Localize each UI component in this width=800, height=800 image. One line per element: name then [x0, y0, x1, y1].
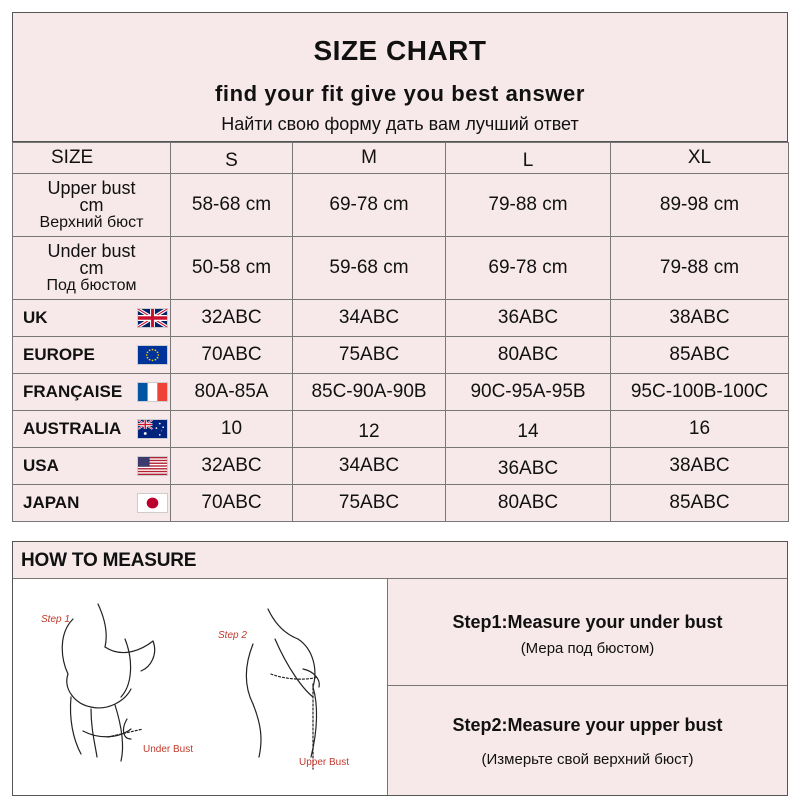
australia-cell-xl: 16	[611, 411, 789, 448]
illustration-under-bust-label: Under Bust	[143, 744, 194, 755]
illustration-upper-bust-label: Upper Bust	[299, 757, 350, 768]
under-bust-cell-s: 50-58 cm	[171, 237, 293, 300]
france-cell-xl: 95C-100B-100C	[611, 374, 789, 411]
step2-title: Step2:Measure your upper bust	[452, 715, 723, 735]
europe-cell-s: 70ABC	[171, 337, 293, 374]
japan-cell-xl: 85ABC	[611, 485, 789, 522]
table-row-uk	[13, 300, 789, 337]
table-row-europe	[13, 337, 789, 374]
country-cell-japan	[13, 485, 171, 522]
steps-divider	[388, 685, 787, 686]
size-header-xl: XL	[611, 143, 789, 174]
japan-cell-m: 75ABC	[293, 485, 446, 522]
usa-cell-m: 34ABC	[293, 448, 446, 485]
upper-bust-label-unit: cm	[79, 194, 104, 215]
europe-cell-l: 80ABC	[446, 337, 611, 374]
table-row-upper-bust	[13, 174, 789, 237]
size-column-header: SIZE	[13, 143, 171, 174]
page-title: SIZE CHART	[313, 35, 487, 66]
step2-russian: (Измерьте свой верхний бюст)	[481, 751, 694, 768]
table-row-under-bust	[13, 237, 789, 300]
how-to-measure-header	[13, 542, 787, 579]
france-cell-l: 90C-95A-95B	[446, 374, 611, 411]
table-row-japan	[13, 485, 789, 522]
australia-flag-icon	[137, 419, 168, 439]
france-flag-icon	[137, 382, 168, 402]
page-subtitle: find your fit give you best answer	[214, 81, 585, 106]
australia-cell-m: 12	[293, 411, 446, 448]
step1-title: Step1:Measure your under bust	[452, 612, 723, 632]
table-row-france	[13, 374, 789, 411]
uk-cell-l: 36ABC	[446, 300, 611, 337]
uk-flag-icon	[137, 308, 168, 328]
japan-cell-s: 70ABC	[171, 485, 293, 522]
measuring-figures-image	[13, 579, 388, 795]
upper-bust-cell-s: 58-68 cm	[171, 174, 293, 237]
upper-bust-cell-m: 69-78 cm	[293, 174, 446, 237]
illustration-step2-label: Step 2	[218, 630, 247, 641]
uk-cell-s: 32ABC	[171, 300, 293, 337]
upper-bust-label-line1: Upper bust	[47, 177, 136, 198]
country-cell-usa	[13, 448, 171, 485]
country-name-uk: UK	[23, 308, 48, 327]
upper-bust-cell-l: 79-88 cm	[446, 174, 611, 237]
under-bust-label-russian: Под бюстом	[46, 276, 137, 294]
upper-bust-cell-xl: 89-98 cm	[611, 174, 789, 237]
france-cell-m: 85C-90A-90B	[293, 374, 446, 411]
under-bust-label-unit: cm	[79, 257, 104, 278]
country-name-japan: JAPAN	[23, 493, 80, 512]
usa-cell-l: 36ABC	[446, 448, 611, 485]
country-cell-uk	[13, 300, 171, 337]
under-bust-label-line1: Under bust	[47, 240, 136, 261]
usa-cell-xl: 38ABC	[611, 448, 789, 485]
table-header-row	[13, 143, 789, 174]
header-panel	[12, 12, 788, 142]
illustration-step1-label: Step 1	[41, 614, 70, 625]
country-name-usa: USA	[23, 456, 59, 475]
usa-flag-icon	[137, 456, 168, 476]
under-bust-cell-m: 59-68 cm	[293, 237, 446, 300]
measure-steps-panel	[388, 579, 787, 795]
size-header-l: L	[446, 143, 611, 174]
upper-bust-label-russian: Верхний бюст	[39, 213, 144, 231]
step1-russian: (Мера под бюстом)	[520, 640, 655, 657]
country-name-europe: EUROPE	[23, 345, 95, 364]
table-row-usa	[13, 448, 789, 485]
europe-cell-m: 75ABC	[293, 337, 446, 374]
uk-cell-xl: 38ABC	[611, 300, 789, 337]
page-subtitle-russian: Найти свою форму дать вам лучший ответ	[221, 114, 579, 134]
country-name-australia: AUSTRALIA	[23, 419, 122, 438]
australia-cell-l: 14	[446, 411, 611, 448]
size-chart-table	[12, 142, 789, 522]
under-bust-cell-l: 69-78 cm	[446, 237, 611, 300]
under-bust-label	[13, 237, 171, 300]
table-row-australia	[13, 411, 789, 448]
size-header-m: M	[293, 143, 446, 174]
country-cell-france	[13, 374, 171, 411]
japan-flag-icon	[137, 493, 168, 513]
measuring-illustration	[13, 579, 388, 795]
upper-bust-label	[13, 174, 171, 237]
size-header-s: S	[171, 143, 293, 174]
australia-cell-s: 10	[171, 411, 293, 448]
japan-cell-l: 80ABC	[446, 485, 611, 522]
country-cell-europe	[13, 337, 171, 374]
europe-cell-xl: 85ABC	[611, 337, 789, 374]
under-bust-cell-xl: 79-88 cm	[611, 237, 789, 300]
uk-cell-m: 34ABC	[293, 300, 446, 337]
country-cell-australia	[13, 411, 171, 448]
usa-cell-s: 32ABC	[171, 448, 293, 485]
how-to-measure-panel	[12, 541, 788, 796]
france-cell-s: 80A-85A	[171, 374, 293, 411]
eu-flag-icon	[137, 345, 168, 365]
country-name-france: FRANÇAISE	[23, 382, 123, 401]
how-to-measure-title: HOW TO MEASURE	[21, 550, 197, 571]
